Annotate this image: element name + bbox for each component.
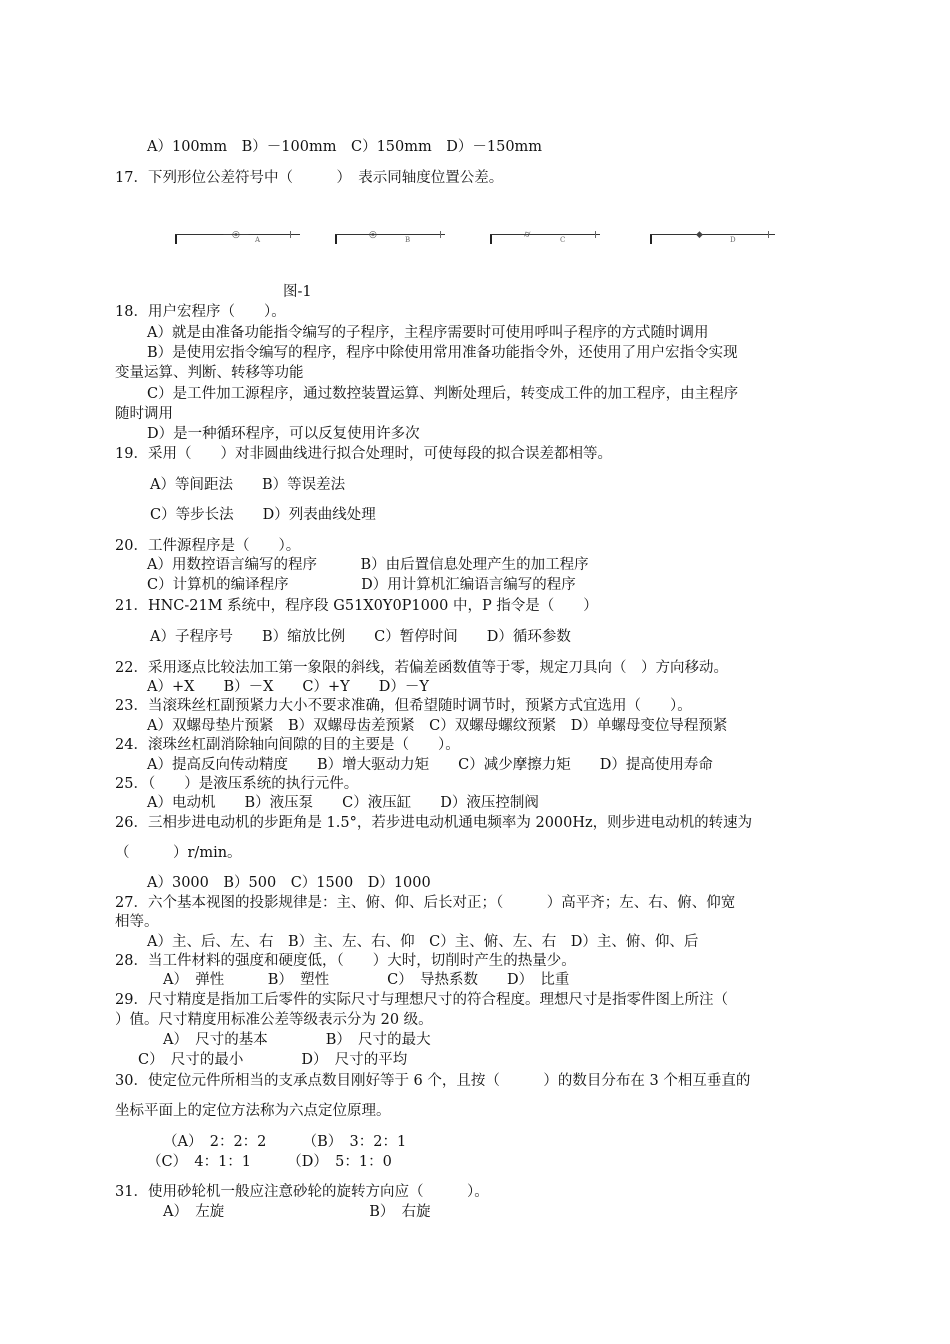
q20-options-ab: A）用数控语言编写的程序 B）由后置信息处理产生的加工程序 bbox=[147, 557, 589, 573]
q27-stem-cont: 相等。 bbox=[115, 914, 159, 930]
q16-options: A）100mm B）－100mm C）150mm D）－150mm bbox=[147, 139, 543, 155]
figure-option-d bbox=[650, 228, 780, 250]
q29-stem-cont: ）值。尺寸精度用标准公差等级表示分为 20 级。 bbox=[115, 1012, 433, 1028]
q22-options: A）+X B）－X C）+Y D）－Y bbox=[147, 679, 429, 695]
figure-option-label: A bbox=[255, 236, 261, 244]
q23-stem: 23．当滚珠丝杠副预紧力大小不要求准确，但希望随时调节时，预紧方式宜选用（ ）。 bbox=[115, 698, 692, 714]
q17-stem: 17．下列形位公差符号中（ ） 表示同轴度位置公差。 bbox=[115, 170, 504, 186]
q24-options: A）提高反向传动精度 B）增大驱动力矩 C）减少摩擦力矩 D）提高使用寿命 bbox=[147, 757, 713, 773]
q26-stem: 26．三相步进电动机的步距角是 1.5°，若步进电动机通电频率为 2000Hz，则步进电动机的转速为 bbox=[115, 815, 753, 831]
q25-stem: 25．（ ）是液压系统的执行元件。 bbox=[115, 776, 359, 792]
q31-options: A） 左旋 B） 右旋 bbox=[163, 1204, 431, 1220]
q18-option-c-cont: 随时调用 bbox=[115, 406, 173, 422]
figure-option-label: D bbox=[730, 236, 736, 244]
q21-options: A）子程序号 B）缩放比例 C）暂停时间 D）循环参数 bbox=[150, 629, 571, 645]
q28-stem: 28．当工件材料的强度和硬度低，（ ）大时，切削时产生的热量少。 bbox=[115, 953, 576, 969]
diamond-symbol-icon: ◆ bbox=[696, 230, 703, 240]
figure-caption: 图-1 bbox=[283, 284, 312, 300]
q28-options: A） 弹性 B） 塑性 C） 导热系数 D） 比重 bbox=[163, 972, 570, 988]
figure-option-b bbox=[335, 228, 450, 250]
q31-stem: 31．使用砂轮机一般应注意砂轮的旋转方向应（ ）。 bbox=[115, 1184, 489, 1200]
q21-stem: 21．HNC-21M 系统中，程序段 G51X0Y0P1000 中，P 指令是（ ） bbox=[115, 598, 598, 614]
q27-options: A）主、后、左、右 B）主、左、右、仰 C）主、俯、左、右 D）主、俯、仰、后 bbox=[147, 934, 699, 950]
figure-option-label: B bbox=[405, 236, 411, 244]
q19-options-cd: C）等步长法 D）列表曲线处理 bbox=[150, 507, 376, 523]
q26-stem-cont: （ ）r/min。 bbox=[115, 845, 242, 861]
q18-option-b-cont: 变量运算、判断、转移等功能 bbox=[115, 365, 304, 381]
figure-option-a bbox=[175, 228, 305, 250]
q30-stem-cont: 坐标平面上的定位方法称为六点定位原理。 bbox=[115, 1103, 391, 1119]
q18-option-a: A）就是由准备功能指令编写的子程序，主程序需要时可使用呼叫子程序的方式随时调用 bbox=[147, 325, 709, 341]
q30-stem: 30．使定位元件所相当的支承点数目刚好等于 6 个，且按（ ）的数目分布在 3 个相互垂直的 bbox=[115, 1073, 751, 1089]
q29-stem: 29．尺寸精度是指加工后零件的实际尺寸与理想尺寸的符合程度。理想尺寸是指零件图上所注（ bbox=[115, 992, 728, 1008]
q19-stem: 19．采用（ ）对非圆曲线进行拟合处理时，可使每段的拟合误差都相等。 bbox=[115, 446, 612, 462]
q20-options-cd: C）计算机的编译程序 D）用计算机汇编语言编写的程序 bbox=[147, 577, 576, 593]
q30-options-ab: （A） 2：2：2 （B） 3：2：1 bbox=[163, 1134, 407, 1150]
figure-option-label: C bbox=[560, 236, 566, 244]
q26-options: A）3000 B）500 C）1500 D）1000 bbox=[147, 875, 431, 891]
figure-option-c bbox=[490, 228, 605, 250]
q22-stem: 22．采用逐点比较法加工第一象限的斜线，若偏差函数值等于零，规定刀具向（ ）方向移动。 bbox=[115, 660, 728, 676]
coaxiality-symbol-icon: —◎— bbox=[223, 230, 249, 240]
q18-option-d: D）是一种循环程序，可以反复使用许多次 bbox=[147, 426, 420, 442]
q29-options-ab: A） 尺寸的基本 B） 尺寸的最大 bbox=[163, 1032, 431, 1048]
q25-options: A）电动机 B）液压泵 C）液压缸 D）液压控制阀 bbox=[147, 795, 539, 811]
q27-stem: 27．六个基本视图的投影规律是：主、俯、仰、后长对正；（ ）高平齐；左、右、俯、仰宽 bbox=[115, 895, 736, 911]
q18-stem: 18．用户宏程序（ ）。 bbox=[115, 304, 286, 320]
q23-options: A）双螺母垫片预紧 B）双螺母齿差预紧 C）双螺母螺纹预紧 D）单螺母变位导程预紧 bbox=[147, 718, 728, 734]
q24-stem: 24．滚珠丝杠副消除轴向间隙的目的主要是（ ）。 bbox=[115, 737, 460, 753]
q18-option-c: C）是工件加工源程序，通过数控装置运算、判断处理后，转变成工件的加工程序，由主程序 bbox=[147, 386, 739, 402]
circle-symbol-icon: ◎ bbox=[369, 230, 377, 240]
q20-stem: 20．工件源程序是（ ）。 bbox=[115, 538, 301, 554]
cylindricity-symbol-icon: ⌭ bbox=[524, 230, 531, 240]
q18-option-b: B）是使用宏指令编写的程序，程序中除使用常用准备功能指令外，还使用了用户宏指令实现 bbox=[147, 345, 738, 361]
q29-options-cd: C） 尺寸的最小 D） 尺寸的平均 bbox=[138, 1052, 408, 1068]
q19-options-ab: A）等间距法 B）等误差法 bbox=[150, 477, 346, 493]
q30-options-cd: （C） 4：1：1 （D） 5：1：0 bbox=[147, 1154, 392, 1170]
